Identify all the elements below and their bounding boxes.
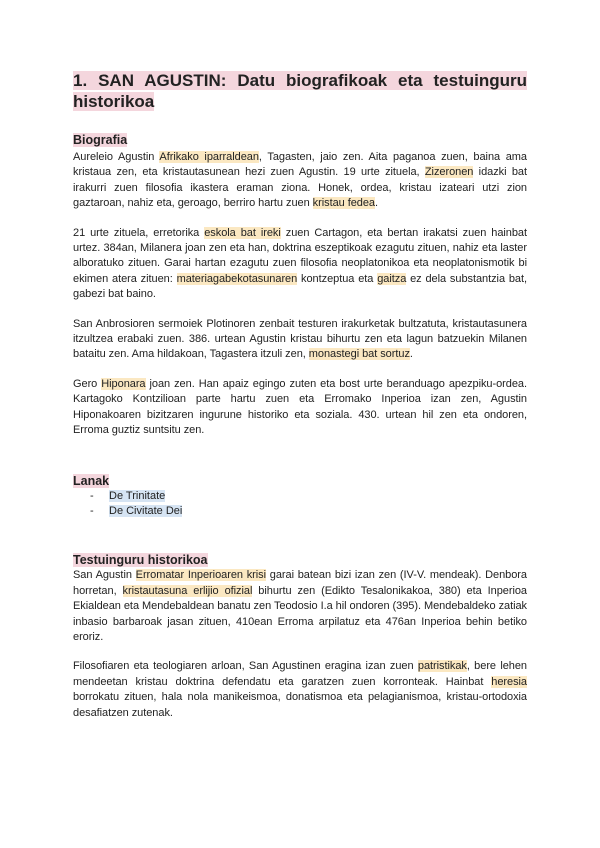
page-title bbox=[73, 70, 527, 112]
text-run: San Anbrosioren sermoiek Plotinoren zenbait testuren irakurketak bultzatuta, kristautasunera itzultzea erabaki zuen. 386. urtean Agustin kristau bihurtu zen eta lagun batzuekin Milanen bataitu zen. Ama hildakoan, Tagastera itzuli zen, bbox=[73, 317, 527, 361]
highlighted-text: gaitza bbox=[377, 272, 407, 285]
biografia-paragraph-2 bbox=[73, 226, 527, 303]
text-run: joan zen. Han apaiz egingo zuten eta bost urte beranduago apezpiku-ordea. Kartagoko Kontzilioan parte hartu zuen eta Erromako Inperioa izan zen, Agustin Hiponakoaren bizitzaren ingurune historiko eta soziala. 430. urtean hil zen eta ondoren, Erroma guztiz suntsitu zen. bbox=[73, 377, 527, 437]
highlighted-text: Zizeronen bbox=[424, 166, 474, 179]
text-run: , bere lehen mendeetan kristau doktrina defendatu eta garatzen zuen korronteak. Hainbat bbox=[73, 660, 528, 688]
work-title: De Trinitate bbox=[109, 489, 166, 502]
text-run: idazki bat irakurri zuen filosofia ikastera eraman ziona. Honek, ordea, kristau izateari utzi zion gaztaroan, nahiz eta, geroago, berriro hartu zuen bbox=[73, 166, 527, 210]
text-run: kontzeptua eta bbox=[297, 272, 378, 285]
text-run: garai batean bizi izan zen (IV-V. mendeak). Denbora horretan, bbox=[73, 569, 527, 597]
highlighted-text: materiagabekotasunaren bbox=[176, 272, 298, 285]
list-item: - De Trinitate bbox=[90, 489, 166, 502]
text-run: Gero bbox=[73, 377, 102, 390]
highlighted-text: Erromatar Inperioaren krisi bbox=[135, 569, 267, 582]
testuinguru-paragraph-2 bbox=[73, 659, 527, 721]
testuinguru-paragraph-1 bbox=[73, 568, 527, 645]
highlighted-text: Afrikako iparraldean bbox=[159, 151, 259, 163]
works-list bbox=[73, 489, 527, 520]
list-item: - De Civitate Dei bbox=[90, 504, 183, 517]
text-run: Aureleio Agustin bbox=[73, 151, 160, 163]
text-run: . bbox=[409, 348, 413, 361]
highlighted-text: eskola bat ireki bbox=[204, 226, 281, 239]
text-run: San Agustin bbox=[73, 569, 136, 582]
section-heading-biografia: Biografia bbox=[73, 133, 128, 147]
highlighted-text: kristau fedea bbox=[312, 197, 376, 210]
work-title: De Civitate Dei bbox=[109, 504, 183, 517]
highlighted-text: heresia bbox=[491, 675, 527, 688]
text-run: bihurtu zen (Edikto Tesalonikakoa, 380) eta Inperioa Ekialdean eta Mendebaldean banatu zen Teodosio I.a hil ondoren (395). Mendebaldeko zatiak inbasio barbaroak jasan zituen, 410ean Erroma arpilatuz eta 476an Inperioa behin betiko eroriz. bbox=[73, 584, 528, 643]
text-run: , Tagasten, jaio zen. Aita paganoa zuen, baina ama kristaua zen, eta kristautasunean hezi zuen Agustin. 19 urte zituela, bbox=[73, 151, 527, 179]
section-heading-testuinguru: Testuinguru historikoa bbox=[73, 553, 208, 568]
document-content bbox=[73, 70, 527, 721]
biografia-paragraph-1 bbox=[73, 150, 527, 212]
text-run: Filosofiaren eta teologiaren arloan, San Agustinen eragina izan zuen bbox=[73, 660, 418, 673]
highlighted-text: kristautasuna erlijio ofizial bbox=[122, 584, 253, 597]
text-run: . bbox=[375, 197, 379, 210]
text-run: ez dela substantzia bat, gabezi bat baino. bbox=[73, 272, 528, 301]
text-run: borrokatu zituen, hala nola manikeismoa, donatismoa eta pelagianismoa, kristau-ortodoxia desafiatzen zutenak. bbox=[73, 691, 527, 719]
highlighted-text: monastegi bat sortuz bbox=[308, 348, 410, 361]
section-heading-lanak: Lanak bbox=[73, 473, 110, 488]
highlighted-text: patristikak bbox=[417, 660, 467, 673]
text-run: zuen Cartagon, eta bertan irakatsi zuen hainbat urtez. 384an, Milanera joan zen eta han, doktrina eszeptikoak ezagutu zituen, nahiz eta laster alboratuko zituen. Garai hartan ezagutu zuen filosofia neoplatonikoa eta neoplatonismotik bi ekimen atera zituen: bbox=[73, 226, 528, 285]
page-title-text: 1. SAN AGUSTIN: Datu biografikoak eta testuinguru historikoa bbox=[73, 71, 527, 111]
highlighted-text: Hiponara bbox=[101, 377, 146, 390]
text-run: 21 urte zituela, erretorika bbox=[73, 226, 205, 239]
biografia-paragraph-3 bbox=[73, 317, 527, 363]
biografia-paragraph-4 bbox=[73, 377, 527, 439]
